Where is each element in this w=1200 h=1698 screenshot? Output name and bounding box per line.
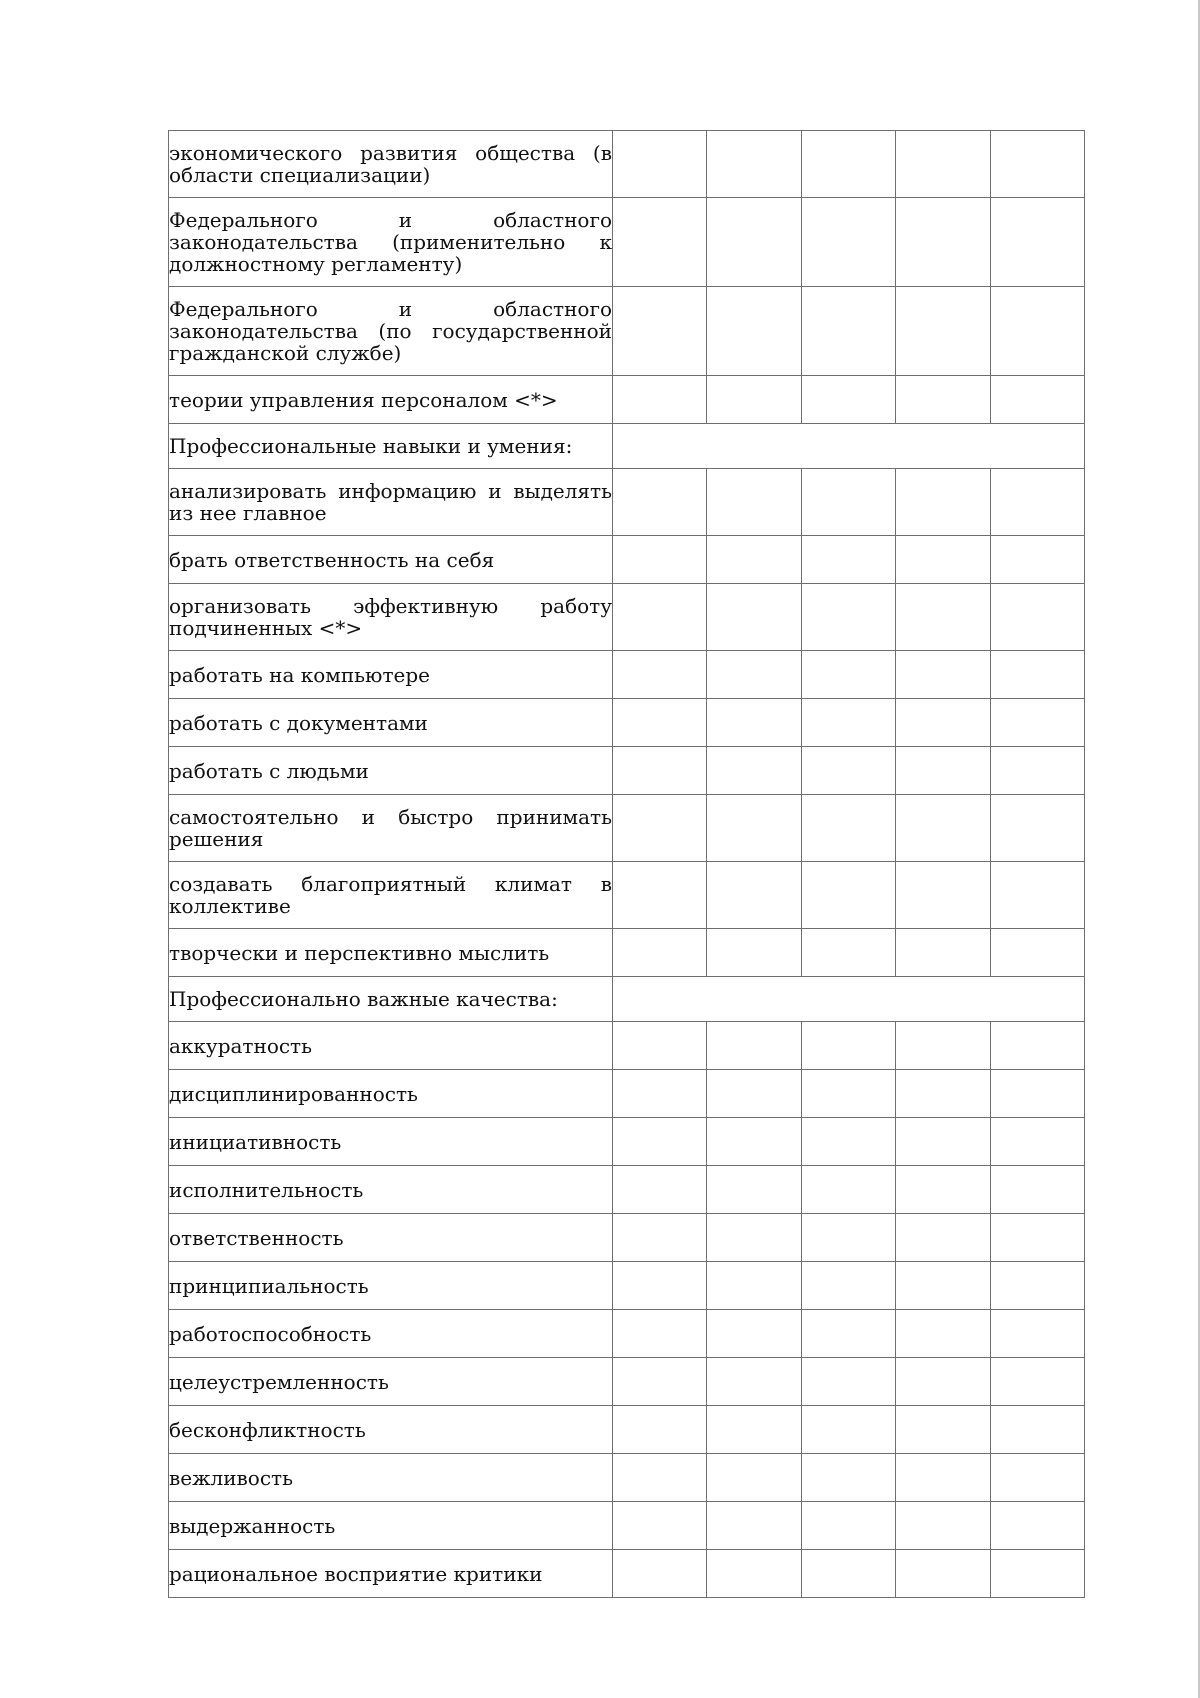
table-row xyxy=(169,1022,1085,1070)
criterion-label: ответственность xyxy=(169,1214,613,1262)
score-cell[interactable] xyxy=(896,651,990,699)
score-cell[interactable] xyxy=(990,287,1084,376)
score-cell[interactable] xyxy=(896,131,990,198)
score-cell[interactable] xyxy=(707,699,801,747)
score-cell[interactable] xyxy=(896,198,990,287)
score-cell[interactable] xyxy=(707,747,801,795)
score-cell[interactable] xyxy=(613,795,707,862)
score-cell[interactable] xyxy=(801,1214,895,1262)
table-row xyxy=(169,198,1085,287)
score-cell[interactable] xyxy=(990,131,1084,198)
score-cell[interactable] xyxy=(896,747,990,795)
score-cell[interactable] xyxy=(896,469,990,536)
score-cell[interactable] xyxy=(613,1550,707,1598)
score-cell[interactable] xyxy=(896,1502,990,1550)
score-cell[interactable] xyxy=(707,1070,801,1118)
score-cell[interactable] xyxy=(613,376,707,424)
score-cell[interactable] xyxy=(990,1406,1084,1454)
score-cell[interactable] xyxy=(707,1358,801,1406)
table-row xyxy=(169,469,1085,536)
score-cell[interactable] xyxy=(613,1070,707,1118)
score-cell[interactable] xyxy=(801,1550,895,1598)
score-cell[interactable] xyxy=(613,1454,707,1502)
score-cell[interactable] xyxy=(896,1166,990,1214)
score-cell[interactable] xyxy=(613,131,707,198)
score-cell[interactable] xyxy=(896,929,990,977)
table-row xyxy=(169,1118,1085,1166)
criterion-label: выдержанность xyxy=(169,1502,613,1550)
score-cell[interactable] xyxy=(801,1022,895,1070)
score-cell[interactable] xyxy=(613,198,707,287)
score-cell[interactable] xyxy=(990,1214,1084,1262)
score-cell[interactable] xyxy=(613,1310,707,1358)
score-cell[interactable] xyxy=(801,536,895,584)
score-cell[interactable] xyxy=(707,1262,801,1310)
score-cell[interactable] xyxy=(990,376,1084,424)
section-blank-cell xyxy=(613,424,1085,469)
score-cell[interactable] xyxy=(896,1550,990,1598)
score-cell[interactable] xyxy=(707,1310,801,1358)
table-row xyxy=(169,1070,1085,1118)
section-title: Профессиональные навыки и умения: xyxy=(169,424,613,469)
score-cell[interactable] xyxy=(707,795,801,862)
score-cell[interactable] xyxy=(990,469,1084,536)
score-cell[interactable] xyxy=(990,699,1084,747)
score-cell[interactable] xyxy=(990,198,1084,287)
score-cell[interactable] xyxy=(990,1166,1084,1214)
score-cell[interactable] xyxy=(896,1214,990,1262)
criterion-label: работоспособность xyxy=(169,1310,613,1358)
table-row xyxy=(169,1358,1085,1406)
score-cell[interactable] xyxy=(896,862,990,929)
score-cell[interactable] xyxy=(801,699,895,747)
score-cell[interactable] xyxy=(707,584,801,651)
table-row xyxy=(169,1502,1085,1550)
score-cell[interactable] xyxy=(707,1166,801,1214)
table-row xyxy=(169,376,1085,424)
score-cell[interactable] xyxy=(801,1070,895,1118)
criterion-label: анализировать информацию и выделять из нее главное xyxy=(169,469,613,536)
table-row xyxy=(169,287,1085,376)
criterion-label: самостоятельно и быстро принимать решения xyxy=(169,795,613,862)
criterion-label: работать на компьютере xyxy=(169,651,613,699)
score-cell[interactable] xyxy=(896,1358,990,1406)
criterion-label: Федерального и областного законодательства (по государственной гражданской службе) xyxy=(169,287,613,376)
criterion-label: организовать эффективную работу подчиненных <*> xyxy=(169,584,613,651)
score-cell[interactable] xyxy=(801,795,895,862)
score-cell[interactable] xyxy=(707,131,801,198)
criterion-label: рациональное восприятие критики xyxy=(169,1550,613,1598)
score-cell[interactable] xyxy=(896,1310,990,1358)
criterion-label: теории управления персоналом <*> xyxy=(169,376,613,424)
score-cell[interactable] xyxy=(990,651,1084,699)
score-cell[interactable] xyxy=(896,1406,990,1454)
score-cell[interactable] xyxy=(801,287,895,376)
criterion-label: вежливость xyxy=(169,1454,613,1502)
section-blank-cell xyxy=(613,977,1085,1022)
score-cell[interactable] xyxy=(707,376,801,424)
score-cell[interactable] xyxy=(990,1118,1084,1166)
score-cell[interactable] xyxy=(613,1262,707,1310)
score-cell[interactable] xyxy=(613,1214,707,1262)
score-cell[interactable] xyxy=(613,929,707,977)
score-cell[interactable] xyxy=(896,1070,990,1118)
table-row xyxy=(169,1310,1085,1358)
score-cell[interactable] xyxy=(896,699,990,747)
score-cell[interactable] xyxy=(801,1358,895,1406)
criterion-label: бесконфликтность xyxy=(169,1406,613,1454)
score-cell[interactable] xyxy=(801,1166,895,1214)
score-cell[interactable] xyxy=(707,198,801,287)
score-cell[interactable] xyxy=(990,1550,1084,1598)
score-cell[interactable] xyxy=(990,584,1084,651)
score-cell[interactable] xyxy=(896,287,990,376)
score-cell[interactable] xyxy=(707,287,801,376)
score-cell[interactable] xyxy=(896,584,990,651)
score-cell[interactable] xyxy=(801,584,895,651)
score-cell[interactable] xyxy=(613,651,707,699)
score-cell[interactable] xyxy=(613,536,707,584)
table-row xyxy=(169,131,1085,198)
table-row xyxy=(169,1214,1085,1262)
score-cell[interactable] xyxy=(896,1454,990,1502)
table-row xyxy=(169,795,1085,862)
table-row xyxy=(169,651,1085,699)
score-cell[interactable] xyxy=(613,1022,707,1070)
score-cell[interactable] xyxy=(990,747,1084,795)
score-cell[interactable] xyxy=(707,651,801,699)
table-row xyxy=(169,536,1085,584)
score-cell[interactable] xyxy=(707,1550,801,1598)
score-cell[interactable] xyxy=(990,1502,1084,1550)
score-cell[interactable] xyxy=(990,1310,1084,1358)
score-cell[interactable] xyxy=(801,862,895,929)
score-cell[interactable] xyxy=(896,376,990,424)
score-cell[interactable] xyxy=(613,469,707,536)
score-cell[interactable] xyxy=(896,536,990,584)
score-cell[interactable] xyxy=(613,1406,707,1454)
section-title: Профессионально важные качества: xyxy=(169,977,613,1022)
score-cell[interactable] xyxy=(896,1022,990,1070)
criterion-label: инициативность xyxy=(169,1118,613,1166)
table-row xyxy=(169,699,1085,747)
score-cell[interactable] xyxy=(707,469,801,536)
criterion-label: экономического развития общества (в области специализации) xyxy=(169,131,613,198)
table-row xyxy=(169,584,1085,651)
score-cell[interactable] xyxy=(707,862,801,929)
score-cell[interactable] xyxy=(613,287,707,376)
score-cell[interactable] xyxy=(990,1358,1084,1406)
table-row xyxy=(169,929,1085,977)
score-cell[interactable] xyxy=(707,1406,801,1454)
score-cell[interactable] xyxy=(613,1502,707,1550)
criterion-label: целеустремленность xyxy=(169,1358,613,1406)
score-cell[interactable] xyxy=(613,1358,707,1406)
score-cell[interactable] xyxy=(801,1406,895,1454)
criterion-label: аккуратность xyxy=(169,1022,613,1070)
score-cell[interactable] xyxy=(801,1262,895,1310)
criterion-label: создавать благоприятный климат в коллективе xyxy=(169,862,613,929)
score-cell[interactable] xyxy=(707,1022,801,1070)
score-cell[interactable] xyxy=(707,1502,801,1550)
score-cell[interactable] xyxy=(801,469,895,536)
criterion-label: принципиальность xyxy=(169,1262,613,1310)
score-cell[interactable] xyxy=(990,862,1084,929)
table-row xyxy=(169,1454,1085,1502)
section-header-row xyxy=(169,424,1085,469)
criterion-label: работать с документами xyxy=(169,699,613,747)
criterion-label: дисциплинированность xyxy=(169,1070,613,1118)
table-row xyxy=(169,1262,1085,1310)
score-cell[interactable] xyxy=(613,584,707,651)
criterion-label: работать с людьми xyxy=(169,747,613,795)
score-cell[interactable] xyxy=(613,862,707,929)
score-cell[interactable] xyxy=(990,929,1084,977)
score-cell[interactable] xyxy=(990,795,1084,862)
score-cell[interactable] xyxy=(801,1118,895,1166)
score-cell[interactable] xyxy=(707,929,801,977)
score-cell[interactable] xyxy=(707,1214,801,1262)
table-row xyxy=(169,1406,1085,1454)
competency-rating-table xyxy=(168,130,1085,1598)
score-cell[interactable] xyxy=(896,1262,990,1310)
score-cell[interactable] xyxy=(990,1022,1084,1070)
score-cell[interactable] xyxy=(707,536,801,584)
score-cell[interactable] xyxy=(801,929,895,977)
score-cell[interactable] xyxy=(801,131,895,198)
score-cell[interactable] xyxy=(801,747,895,795)
criterion-label: исполнительность xyxy=(169,1166,613,1214)
criterion-label: Федерального и областного законодательства (применительно к должностному регламенту) xyxy=(169,198,613,287)
score-cell[interactable] xyxy=(990,1070,1084,1118)
score-cell[interactable] xyxy=(613,1166,707,1214)
score-cell[interactable] xyxy=(801,1454,895,1502)
score-cell[interactable] xyxy=(990,1262,1084,1310)
table-row xyxy=(169,862,1085,929)
table-body xyxy=(169,131,1085,1598)
score-cell[interactable] xyxy=(801,198,895,287)
criterion-label: брать ответственность на себя xyxy=(169,536,613,584)
score-cell[interactable] xyxy=(707,1454,801,1502)
section-header-row xyxy=(169,977,1085,1022)
table-row xyxy=(169,1550,1085,1598)
criterion-label: творчески и перспективно мыслить xyxy=(169,929,613,977)
score-cell[interactable] xyxy=(896,795,990,862)
score-cell[interactable] xyxy=(613,1118,707,1166)
score-cell[interactable] xyxy=(990,536,1084,584)
score-cell[interactable] xyxy=(801,651,895,699)
score-cell[interactable] xyxy=(896,1118,990,1166)
score-cell[interactable] xyxy=(801,1502,895,1550)
score-cell[interactable] xyxy=(613,747,707,795)
score-cell[interactable] xyxy=(801,1310,895,1358)
table-row xyxy=(169,747,1085,795)
score-cell[interactable] xyxy=(801,376,895,424)
score-cell[interactable] xyxy=(613,699,707,747)
score-cell[interactable] xyxy=(707,1118,801,1166)
table-row xyxy=(169,1166,1085,1214)
score-cell[interactable] xyxy=(990,1454,1084,1502)
